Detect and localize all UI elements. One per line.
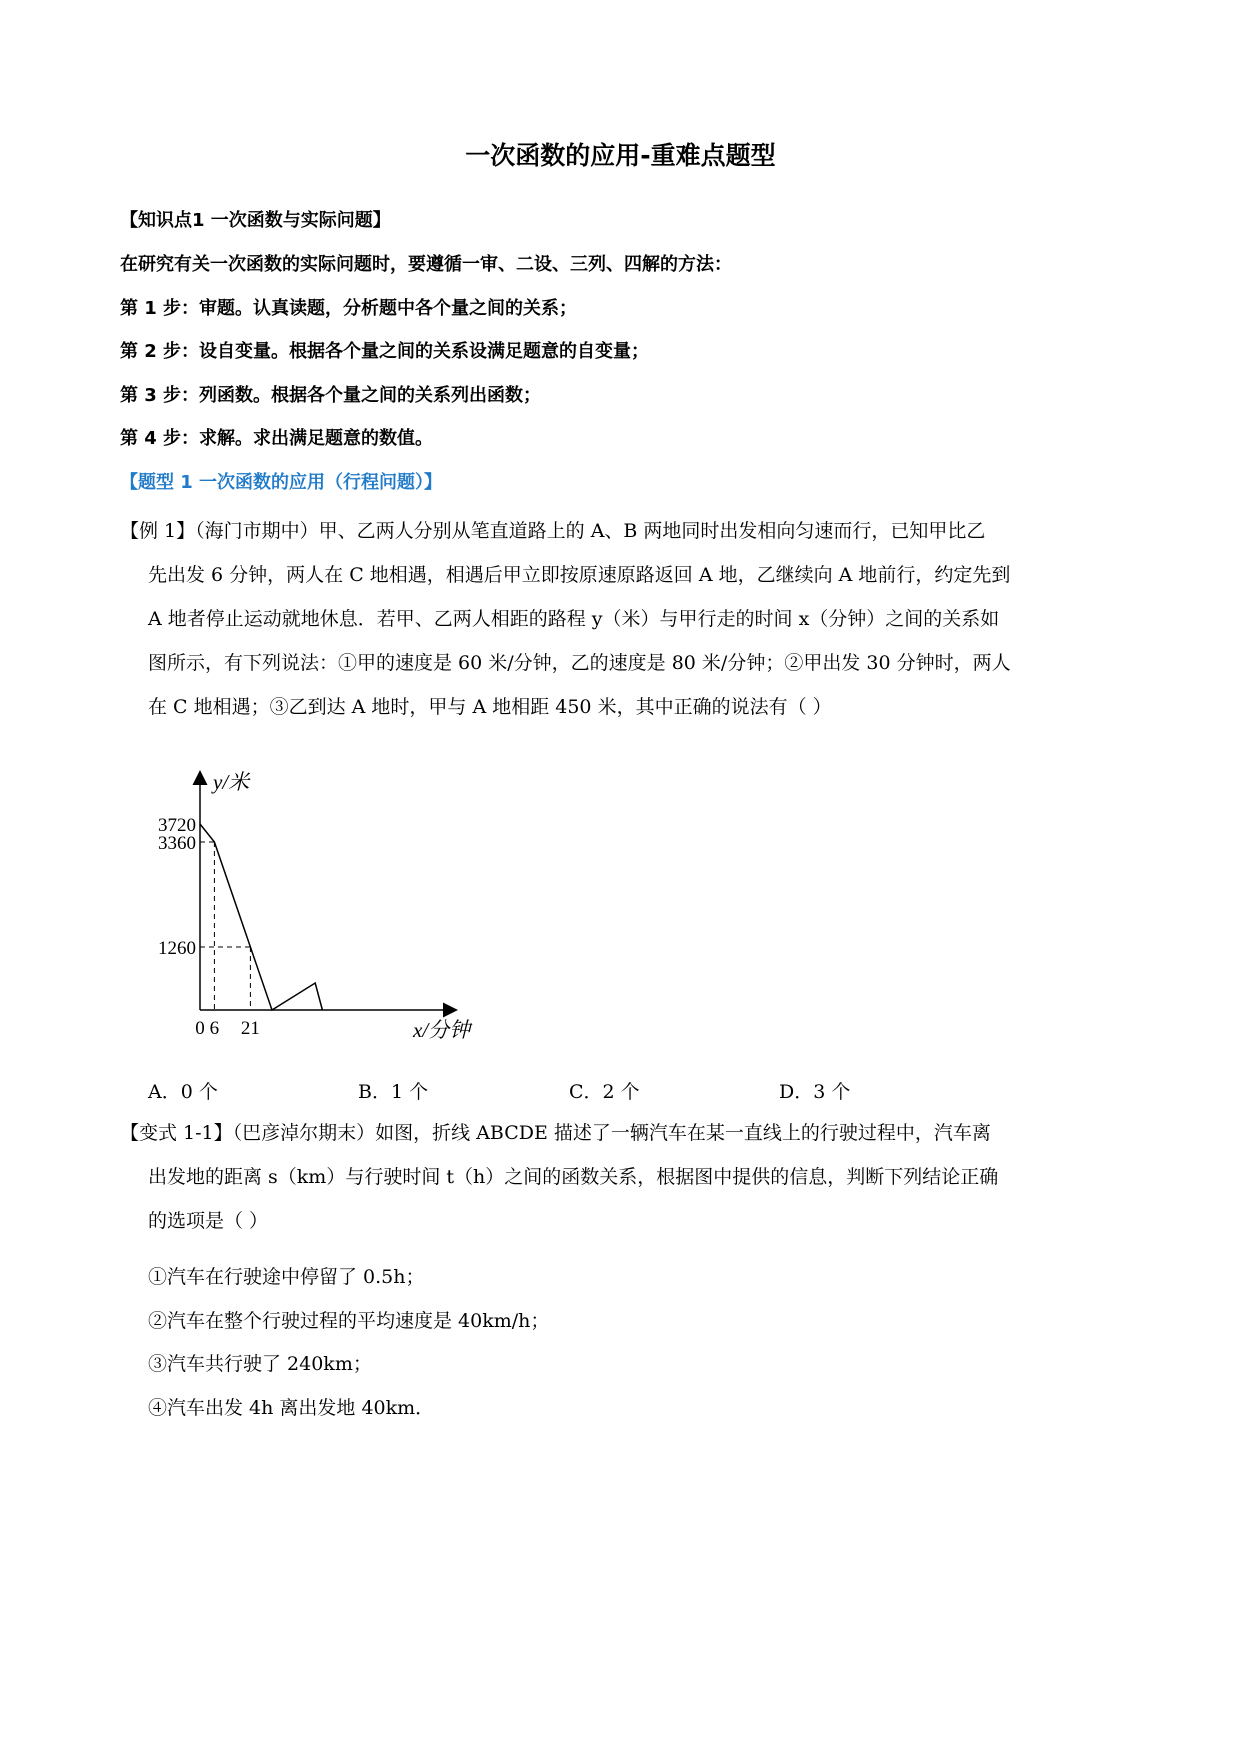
x-tick-label-2: 21 — [240, 1018, 260, 1039]
x-tick-label-0: 0 — [195, 1018, 205, 1039]
example1-line-4: 图所示，有下列说法：①甲的速度是 60 米/分钟，乙的速度是 80 米/分钟；②甲出发 30 分钟时，两人 — [148, 652, 1011, 674]
choice-a[interactable]: A．0 个 — [148, 1081, 218, 1103]
choice-c[interactable]: C．2 个 — [569, 1081, 640, 1103]
variant-line-2: 出发地的距离 s（km）与行驶时间 t（h）之间的函数关系，根据图中提供的信息，判断下列结论正确 — [148, 1166, 999, 1188]
example1-line-1: 【例 1】（海门市期中）甲、乙两人分别从笔直道路上的 A、B 两地同时出发相向匀速而行，已知甲比乙 — [120, 520, 986, 542]
knowledge-heading: 【知识点1 一次函数与实际问题】 — [120, 210, 391, 231]
statement-1: ①汽车在行驶途中停留了 0.5h； — [148, 1266, 425, 1288]
example1-label: 【例 1】 — [120, 520, 196, 542]
example1-line-2: 先出发 6 分钟，两人在 C 地相遇，相遇后甲立即按原速原路返回 A 地，乙继续向 A 地前行，约定先到 — [148, 564, 1011, 586]
variant1-1-text — [120, 1111, 1125, 1243]
x-axis-label: x/分钟 — [413, 1018, 471, 1042]
x-tick-label-1: 6 — [209, 1018, 220, 1039]
choice-d[interactable]: D．3 个 — [779, 1081, 851, 1103]
distance-time-chart — [135, 765, 475, 1055]
variant-source: （巴彦淖尔期末） — [232, 1122, 376, 1144]
variant-line-1: 【变式 1-1】（巴彦淖尔期末）如图，折线 ABCDE 描述了一辆汽车在某一直线上的行驶过程中，汽车离 — [120, 1122, 991, 1144]
example1-source: （海门市期中） — [195, 520, 319, 542]
choice-b[interactable]: B．1 个 — [358, 1081, 429, 1103]
step-4: 第 4 步：求解。求出满足题意的数值。 — [120, 428, 434, 449]
step-2: 第 2 步：设自变量。根据各个量之间的关系设满足题意的自变量； — [120, 341, 650, 362]
variant-line-3: 的选项是（ ） — [148, 1210, 269, 1232]
statement-4: ④汽车出发 4h 离出发地 40km． — [148, 1397, 435, 1419]
type1-heading: 【题型 1 一次函数的应用（行程问题）】 — [120, 472, 443, 493]
y-tick-label-1: 3360 — [158, 833, 196, 854]
step-3: 第 3 步：列函数。根据各个量之间的关系列出函数； — [120, 385, 542, 406]
y-tick-label-2: 1260 — [158, 938, 196, 959]
series-line — [200, 824, 322, 1010]
step-1: 第 1 步：审题。认真读题，分析题中各个量之间的关系； — [120, 298, 578, 319]
example1-line-3: A 地者停止运动就地休息．若甲、乙两人相距的路程 y（米）与甲行走的时间 x（分钟）之间的关系如 — [148, 608, 1000, 630]
example1-line-5: 在 C 地相遇；③乙到达 A 地时，甲与 A 地相距 450 米，其中正确的说法有（ ） — [148, 696, 832, 718]
statement-2: ②汽车在整个行驶过程的平均速度是 40km/h； — [148, 1310, 550, 1332]
statement-3: ③汽车共行驶了 240km； — [148, 1353, 372, 1375]
y-axis-label: y/米 — [213, 770, 250, 794]
page-title: 一次函数的应用-重难点题型 — [465, 141, 776, 170]
y-tick-label-0: 3720 — [158, 815, 196, 836]
knowledge-intro: 在研究有关一次函数的实际问题时，要遵循一审、二设、三列、四解的方法： — [120, 254, 732, 275]
example1-text — [120, 509, 1125, 729]
variant-label: 【变式 1-1】 — [120, 1122, 233, 1144]
